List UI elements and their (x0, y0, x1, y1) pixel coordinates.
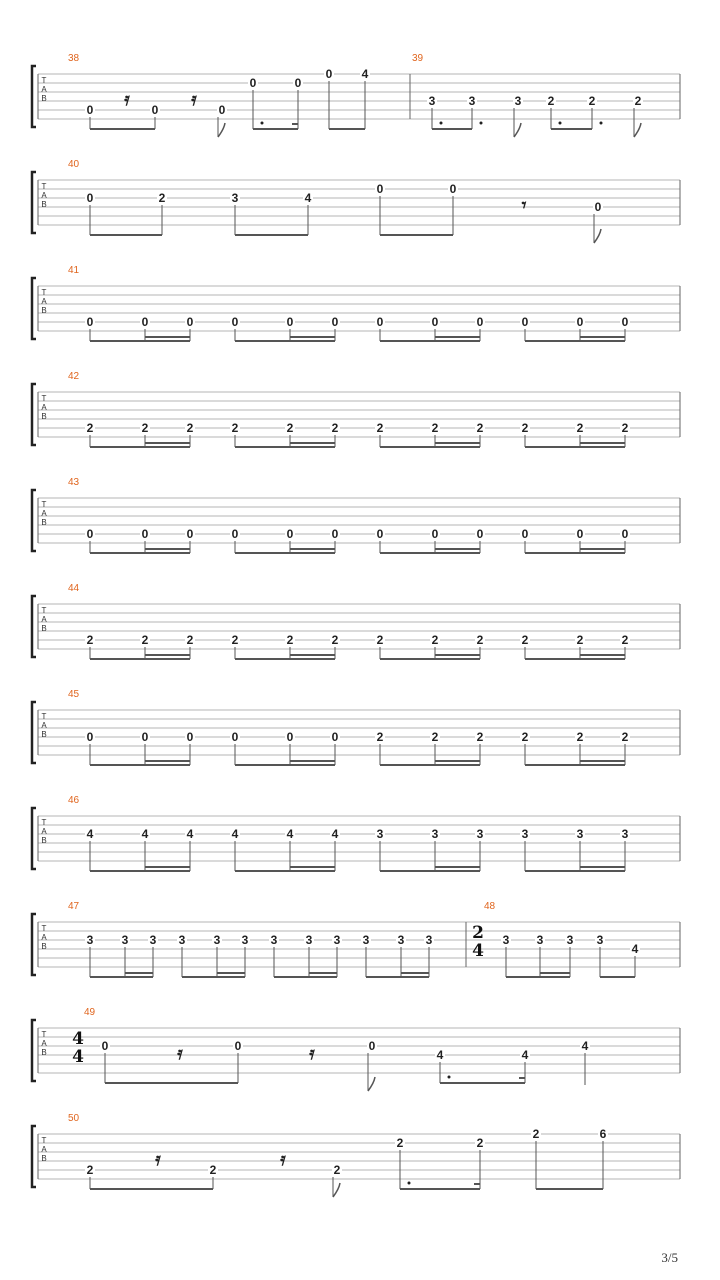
fret-number: 0 (431, 527, 439, 541)
tab-clef-letter: B (41, 624, 47, 633)
system-bracket (32, 172, 36, 233)
tab-clef-letter: T (41, 924, 47, 933)
tab-clef-letter: T (41, 394, 47, 403)
tab-clef-letter: A (41, 721, 47, 730)
fret-number: 3 (566, 933, 574, 947)
tab-clef-letter: T (41, 818, 47, 827)
tab-clef-letter: T (41, 1030, 47, 1039)
dot (559, 122, 562, 125)
note-flag (218, 123, 225, 137)
fret-number: 4 (331, 827, 339, 841)
rest-symbol: 𝄿 (191, 89, 197, 110)
tab-clef-letter: B (41, 1048, 47, 1057)
measure-number: 38 (68, 53, 80, 64)
fret-number: 0 (186, 730, 194, 744)
fret-number: 3 (502, 933, 510, 947)
fret-number: 2 (141, 633, 149, 647)
fret-number: 0 (141, 315, 149, 329)
fret-number: 2 (209, 1163, 217, 1177)
fret-number: 2 (431, 730, 439, 744)
fret-number: 4 (141, 827, 149, 841)
note-flag (634, 123, 641, 137)
note-flag (594, 229, 601, 243)
fret-number: 2 (286, 421, 294, 435)
fret-number: 0 (186, 527, 194, 541)
system-bracket (32, 596, 36, 657)
tab-system (32, 265, 680, 341)
tab-clef-letter: A (41, 297, 47, 306)
system-bracket (32, 808, 36, 869)
rest-symbol: 𝄿 (280, 1149, 286, 1170)
rest-symbol: 𝄿 (155, 1149, 161, 1170)
fret-number: 2 (186, 421, 194, 435)
fret-number: 0 (141, 730, 149, 744)
note-flag (368, 1077, 375, 1091)
system-bracket (32, 1020, 36, 1081)
fret-number: 0 (294, 76, 302, 90)
fret-number: 3 (178, 933, 186, 947)
fret-number: 2 (331, 421, 339, 435)
tab-system (32, 53, 680, 137)
fret-number: 2 (331, 633, 339, 647)
tab-clef-letter: A (41, 403, 47, 412)
fret-number: 0 (141, 527, 149, 541)
tab-clef-letter: B (41, 306, 47, 315)
measure-number: 39 (412, 53, 424, 64)
fret-number: 4 (186, 827, 194, 841)
fret-number: 0 (368, 1039, 376, 1053)
fret-number: 0 (376, 527, 384, 541)
fret-number: 2 (186, 633, 194, 647)
fret-number: 2 (576, 421, 584, 435)
fret-number: 2 (521, 633, 529, 647)
fret-number: 0 (325, 67, 333, 81)
fret-number: 0 (521, 315, 529, 329)
measure-number: 47 (68, 901, 80, 912)
fret-number: 2 (532, 1127, 540, 1141)
fret-number: 2 (576, 730, 584, 744)
tab-clef-letter: T (41, 606, 47, 615)
fret-number: 4 (86, 827, 94, 841)
system-bracket (32, 278, 36, 339)
rest-symbol: 𝄾 (521, 195, 527, 216)
fret-number: 3 (514, 94, 522, 108)
measure-number: 50 (68, 1113, 80, 1124)
fret-number: 3 (376, 827, 384, 841)
fret-number: 3 (305, 933, 313, 947)
tab-system (32, 371, 680, 447)
note-flag (333, 1183, 340, 1197)
fret-number: 2 (396, 1136, 404, 1150)
fret-number: 2 (547, 94, 555, 108)
fret-number: 2 (621, 421, 629, 435)
fret-number: 2 (431, 633, 439, 647)
dot (600, 122, 603, 125)
measure-number: 43 (68, 477, 80, 488)
fret-number: 4 (304, 191, 312, 205)
measure-number: 49 (84, 1007, 96, 1018)
tab-system (32, 477, 680, 553)
fret-number: 0 (376, 315, 384, 329)
fret-number: 0 (231, 315, 239, 329)
fret-number: 3 (425, 933, 433, 947)
fret-number: 3 (213, 933, 221, 947)
fret-number: 0 (86, 103, 94, 117)
fret-number: 3 (476, 827, 484, 841)
dot (440, 122, 443, 125)
tab-clef-letter: B (41, 94, 47, 103)
measure-number: 40 (68, 159, 80, 170)
tab-system (32, 1113, 680, 1197)
tab-clef-letter: B (41, 836, 47, 845)
fret-number: 3 (86, 933, 94, 947)
fret-number: 3 (121, 933, 129, 947)
fret-number: 4 (286, 827, 294, 841)
fret-number: 4 (521, 1048, 529, 1062)
fret-number: 2 (141, 421, 149, 435)
system-bracket (32, 490, 36, 551)
dot (261, 122, 264, 125)
fret-number: 3 (521, 827, 529, 841)
fret-number: 2 (286, 633, 294, 647)
fret-number: 2 (86, 421, 94, 435)
fret-number: 4 (581, 1039, 589, 1053)
measure-number: 45 (68, 689, 80, 700)
rest-symbol: 𝄿 (177, 1043, 183, 1064)
fret-number: 3 (231, 191, 239, 205)
fret-number: 3 (596, 933, 604, 947)
fret-number: 0 (234, 1039, 242, 1053)
fret-number: 3 (241, 933, 249, 947)
fret-number: 3 (468, 94, 476, 108)
rest-symbol: 𝄿 (124, 89, 130, 110)
tab-clef-letter: B (41, 412, 47, 421)
fret-number: 3 (431, 827, 439, 841)
tab-system (32, 583, 680, 659)
fret-number: 0 (231, 527, 239, 541)
fret-number: 2 (621, 633, 629, 647)
fret-number: 0 (186, 315, 194, 329)
fret-number: 6 (599, 1127, 607, 1141)
tab-system (32, 901, 680, 977)
fret-number: 4 (436, 1048, 444, 1062)
measure-number: 46 (68, 795, 80, 806)
fret-number: 4 (631, 942, 639, 956)
fret-number: 0 (621, 527, 629, 541)
fret-number: 3 (397, 933, 405, 947)
fret-number: 0 (476, 527, 484, 541)
fret-number: 0 (331, 315, 339, 329)
fret-number: 0 (621, 315, 629, 329)
fret-number: 2 (86, 1163, 94, 1177)
fret-number: 0 (576, 527, 584, 541)
tab-system (32, 159, 680, 243)
dot (480, 122, 483, 125)
fret-number: 2 (376, 633, 384, 647)
tab-clef-letter: B (41, 518, 47, 527)
fret-number: 2 (576, 633, 584, 647)
measure-number: 44 (68, 583, 80, 594)
fret-number: 0 (286, 527, 294, 541)
fret-number: 0 (86, 730, 94, 744)
tab-system (32, 689, 680, 765)
tab-clef-letter: B (41, 942, 47, 951)
fret-number: 4 (231, 827, 239, 841)
tab-system (32, 1007, 680, 1091)
fret-number: 0 (86, 527, 94, 541)
measure-number: 42 (68, 371, 80, 382)
tab-clef-letter: A (41, 1039, 47, 1048)
measure-number: 48 (484, 901, 496, 912)
fret-number: 2 (476, 730, 484, 744)
system-bracket (32, 1126, 36, 1187)
fret-number: 0 (249, 76, 257, 90)
fret-number: 0 (231, 730, 239, 744)
rest-symbol: 𝄿 (309, 1043, 315, 1064)
fret-number: 2 (376, 421, 384, 435)
tab-clef-letter: T (41, 76, 47, 85)
fret-number: 2 (158, 191, 166, 205)
fret-number: 0 (151, 103, 159, 117)
fret-number: 0 (86, 315, 94, 329)
fret-number: 2 (376, 730, 384, 744)
fret-number: 2 (231, 421, 239, 435)
fret-number: 0 (594, 200, 602, 214)
fret-number: 2 (476, 1136, 484, 1150)
dot (408, 1182, 411, 1185)
fret-number: 3 (149, 933, 157, 947)
fret-number: 3 (333, 933, 341, 947)
tab-clef-letter: A (41, 1145, 47, 1154)
system-bracket (32, 384, 36, 445)
fret-number: 0 (521, 527, 529, 541)
fret-number: 0 (86, 191, 94, 205)
tab-clef-letter: T (41, 712, 47, 721)
measure-number: 41 (68, 265, 80, 276)
tab-clef-letter: B (41, 1154, 47, 1163)
fret-number: 2 (86, 633, 94, 647)
tab-clef-letter: T (41, 500, 47, 509)
tab-clef-letter: A (41, 933, 47, 942)
fret-number: 2 (634, 94, 642, 108)
fret-number: 0 (576, 315, 584, 329)
system-bracket (32, 914, 36, 975)
fret-number: 0 (286, 315, 294, 329)
tab-clef-letter: A (41, 615, 47, 624)
fret-number: 2 (231, 633, 239, 647)
fret-number: 2 (476, 421, 484, 435)
tab-clef-letter: T (41, 1136, 47, 1145)
tab-clef-letter: A (41, 191, 47, 200)
fret-number: 0 (376, 182, 384, 196)
tab-clef-letter: B (41, 730, 47, 739)
time-signature-top: 2 (472, 923, 484, 943)
fret-number: 2 (588, 94, 596, 108)
fret-number: 3 (576, 827, 584, 841)
tab-clef-letter: A (41, 509, 47, 518)
fret-number: 0 (476, 315, 484, 329)
fret-number: 3 (362, 933, 370, 947)
fret-number: 3 (270, 933, 278, 947)
tab-clef-letter: A (41, 85, 47, 94)
system-bracket (32, 702, 36, 763)
fret-number: 0 (431, 315, 439, 329)
fret-number: 0 (218, 103, 226, 117)
fret-number: 2 (521, 421, 529, 435)
fret-number: 0 (101, 1039, 109, 1053)
page-number: 3/5 (661, 1250, 678, 1265)
fret-number: 0 (286, 730, 294, 744)
fret-number: 0 (331, 527, 339, 541)
tab-clef-letter: T (41, 182, 47, 191)
fret-number: 2 (333, 1163, 341, 1177)
time-signature-bottom: 4 (472, 941, 484, 961)
fret-number: 3 (621, 827, 629, 841)
time-signature-top: 4 (72, 1029, 84, 1049)
tab-clef-letter: T (41, 288, 47, 297)
fret-number: 2 (476, 633, 484, 647)
tab-clef-letter: B (41, 200, 47, 209)
fret-number: 0 (449, 182, 457, 196)
fret-number: 3 (428, 94, 436, 108)
system-bracket (32, 66, 36, 127)
dot (448, 1076, 451, 1079)
fret-number: 0 (331, 730, 339, 744)
fret-number: 2 (431, 421, 439, 435)
fret-number: 2 (521, 730, 529, 744)
tab-system (32, 795, 680, 871)
fret-number: 2 (621, 730, 629, 744)
fret-number: 4 (361, 67, 369, 81)
fret-number: 3 (536, 933, 544, 947)
time-signature-bottom: 4 (72, 1047, 84, 1067)
note-flag (514, 123, 521, 137)
tab-clef-letter: A (41, 827, 47, 836)
